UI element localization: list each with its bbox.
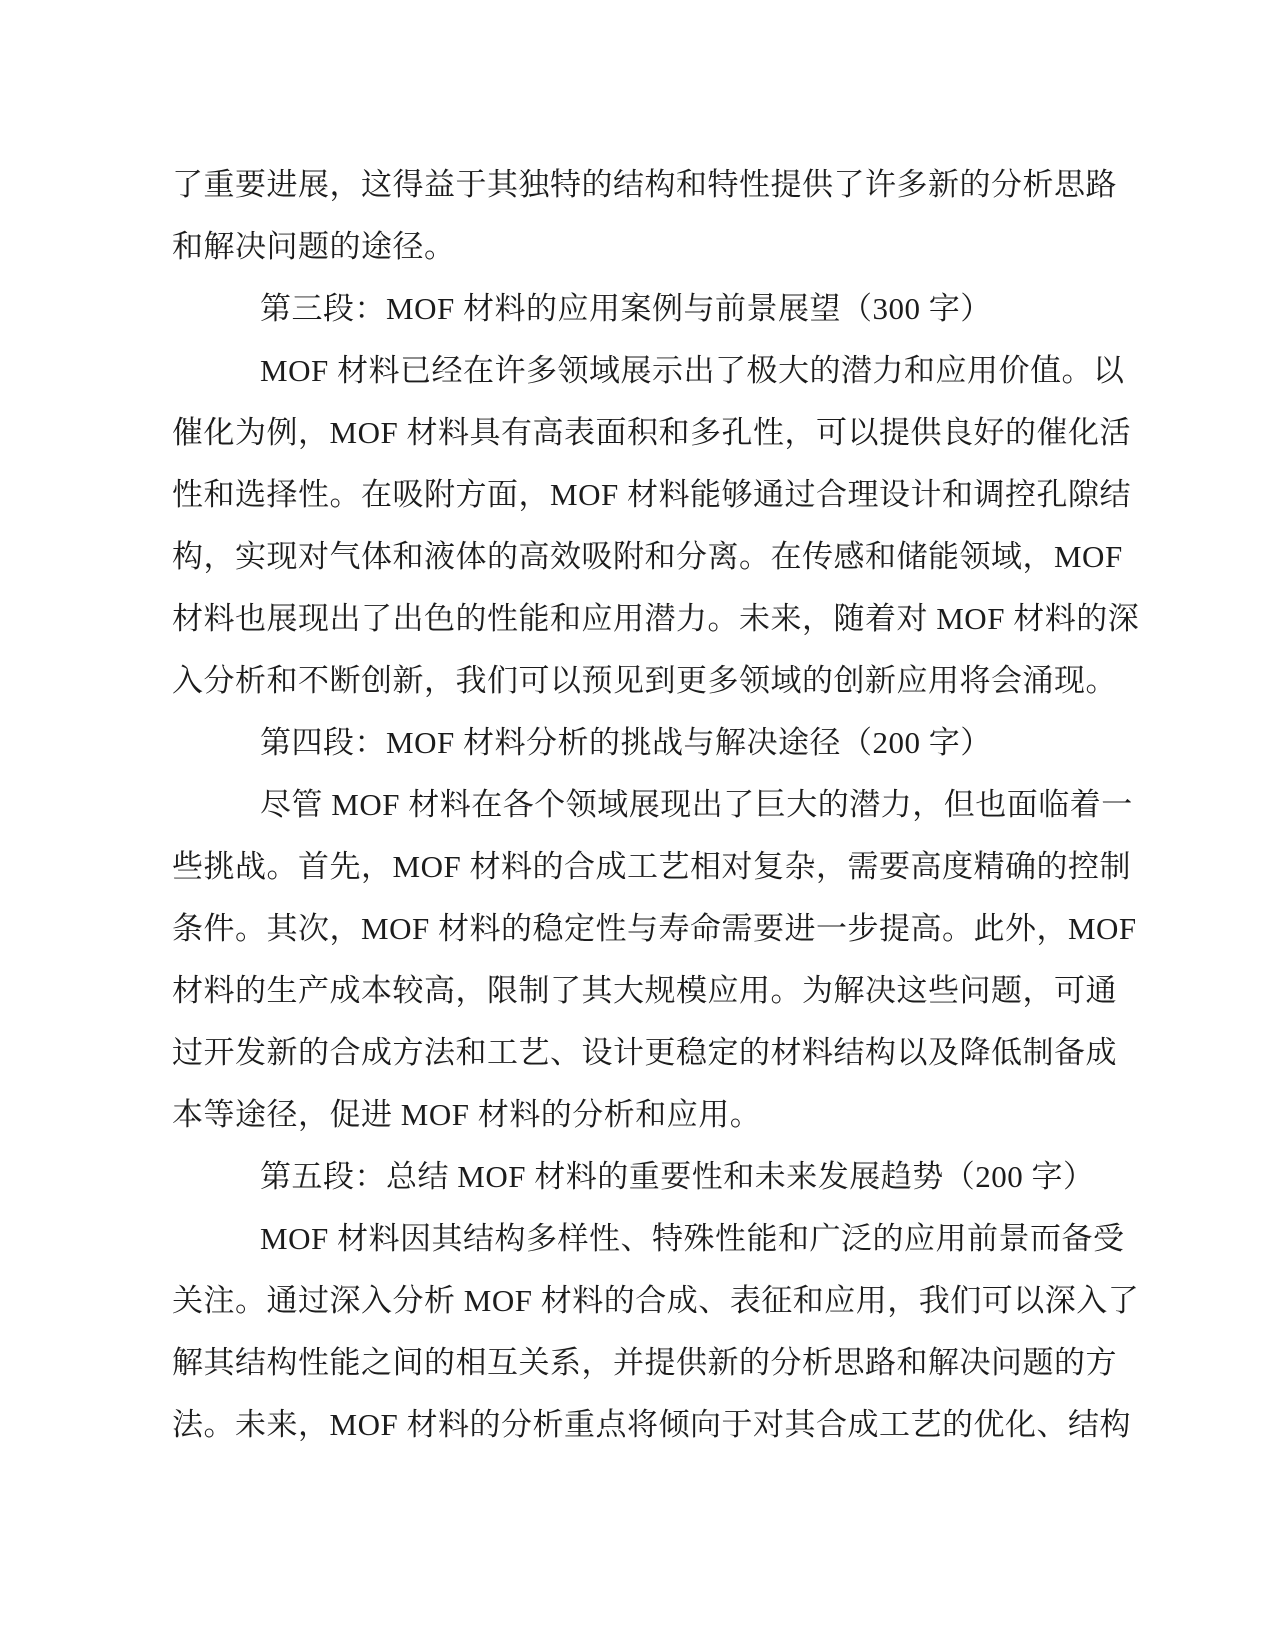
text-line: 过开发新的合成方法和工艺、设计更稳定的材料结构以及降低制备成 bbox=[172, 1035, 1117, 1070]
text-line: 了重要进展，这得益于其独特的结构和特性提供了许多新的分析思路 bbox=[172, 167, 1117, 202]
text-line: 性和选择性。在吸附方面，MOF 材料能够通过合理设计和调控孔隙结 bbox=[172, 477, 1131, 512]
text-line: 解其结构性能之间的相互关系，并提供新的分析思路和解决问题的方 bbox=[172, 1345, 1117, 1380]
text-line: 材料的生产成本较高，限制了其大规模应用。为解决这些问题，可通 bbox=[172, 973, 1117, 1008]
text-line: 构，实现对气体和液体的高效吸附和分离。在传感和储能领域，MOF bbox=[172, 539, 1123, 574]
text-line: 本等途径，促进 MOF 材料的分析和应用。 bbox=[172, 1097, 762, 1132]
text-line: MOF 材料因其结构多样性、特殊性能和广泛的应用前景而备受 bbox=[260, 1221, 1125, 1256]
document-body bbox=[172, 154, 1140, 1456]
text-line: 尽管 MOF 材料在各个领域展现出了巨大的潜力，但也面临着一 bbox=[260, 787, 1133, 822]
text-line: 第四段：MOF 材料分析的挑战与解决途径（200 字） bbox=[260, 725, 992, 760]
text-line: 第三段：MOF 材料的应用案例与前景展望（300 字） bbox=[260, 291, 992, 326]
text-line: 和解决问题的途径。 bbox=[172, 229, 456, 264]
text-line: 条件。其次，MOF 材料的稳定性与寿命需要进一步提高。此外，MOF bbox=[172, 911, 1137, 946]
text-line: 关注。通过深入分析 MOF 材料的合成、表征和应用，我们可以深入了 bbox=[172, 1283, 1140, 1318]
text-line: 法。未来，MOF 材料的分析重点将倾向于对其合成工艺的优化、结构 bbox=[172, 1407, 1131, 1442]
text-line: 些挑战。首先，MOF 材料的合成工艺相对复杂，需要高度精确的控制 bbox=[172, 849, 1131, 884]
text-line: 入分析和不断创新，我们可以预见到更多领域的创新应用将会涌现。 bbox=[172, 663, 1117, 698]
text-line: 第五段：总结 MOF 材料的重要性和未来发展趋势（200 字） bbox=[260, 1159, 1095, 1194]
text-line: MOF 材料已经在许多领域展示出了极大的潜力和应用价值。以 bbox=[260, 353, 1125, 388]
text-line: 材料也展现出了出色的性能和应用潜力。未来，随着对 MOF 材料的深 bbox=[172, 601, 1140, 636]
text-line: 催化为例，MOF 材料具有高表面积和多孔性，可以提供良好的催化活 bbox=[172, 415, 1131, 450]
